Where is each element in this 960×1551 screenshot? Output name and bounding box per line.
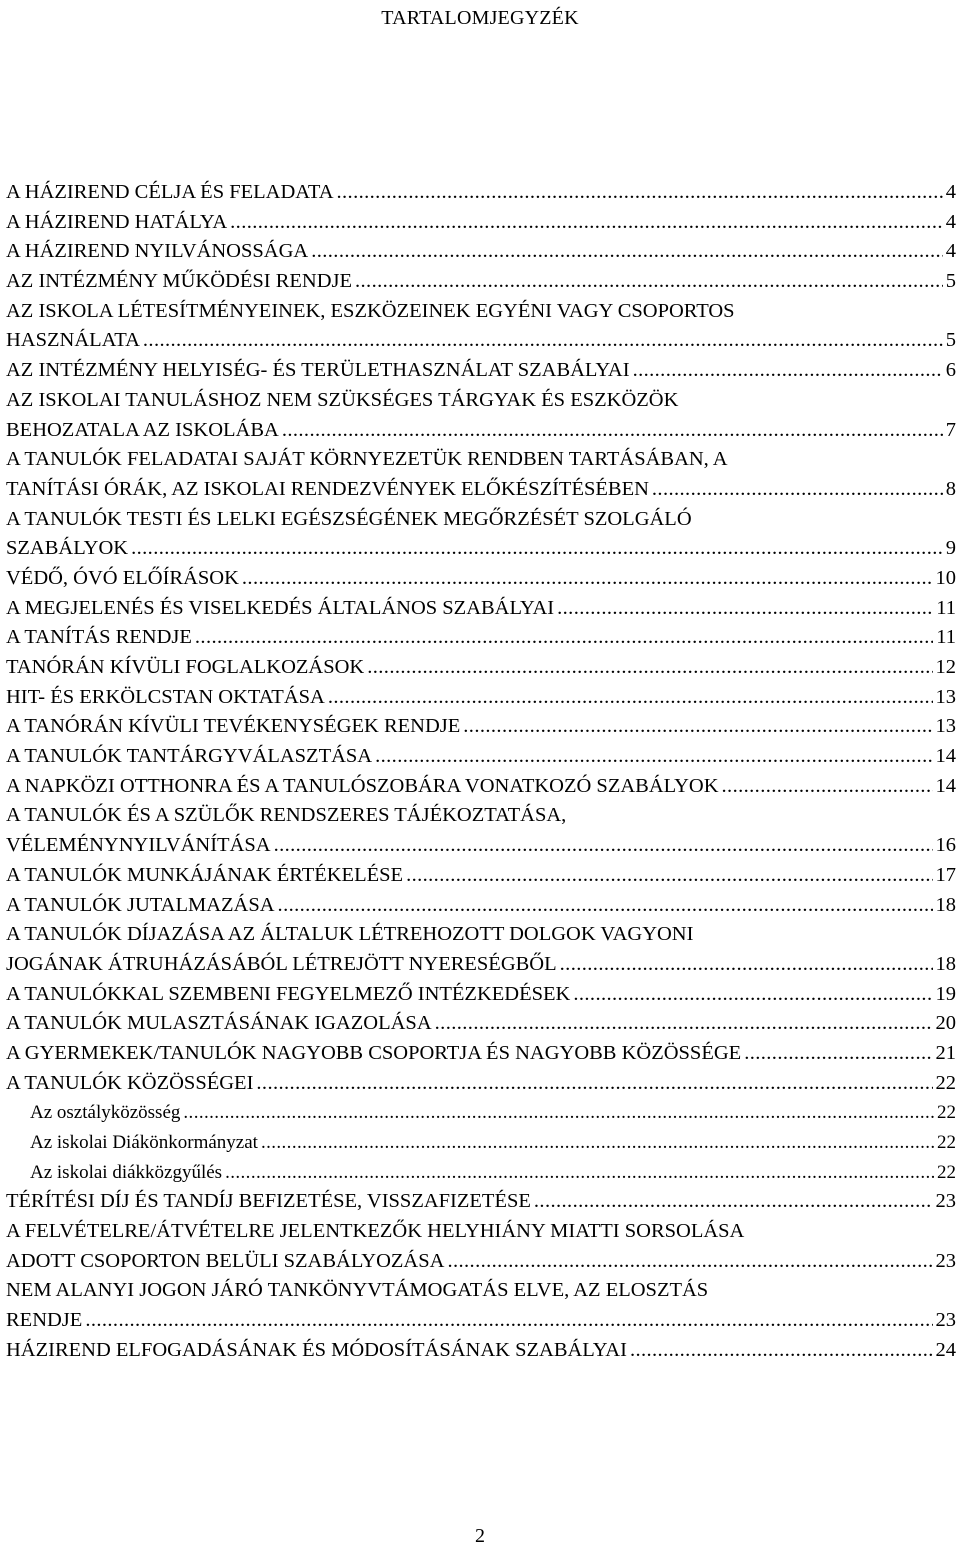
toc-entry-line [6,920,956,950]
toc-page-number: 13 [935,715,956,738]
toc-entry-title: TÉRÍTÉSI DÍJ ÉS TANDÍJ BEFIZETÉSE, VISSZAFIZETÉSE [6,1190,531,1213]
toc-entry[interactable] [6,356,956,386]
toc-page-number: 19 [935,982,956,1005]
toc-entry-title: ADOTT CSOPORTON BELÜLI SZABÁLYOZÁSA [6,1249,445,1272]
toc-entry[interactable] [6,208,956,238]
dot-leader [337,178,943,208]
toc-page-number: 11 [936,626,956,649]
toc-page-number: 5 [945,270,956,293]
dot-leader [311,237,943,267]
toc-entry-line [6,1217,956,1247]
toc-page-number: 18 [935,893,956,916]
toc-entry-title: HASZNÁLATA [6,329,140,352]
toc-entry-title: A HÁZIREND NYILVÁNOSSÁGA [6,240,309,263]
toc-entry-title: A TANÍTÁS RENDJE [6,626,192,649]
dot-leader [131,534,943,564]
toc-entry-title: A TANULÓK KÖZÖSSÉGEI [6,1071,254,1094]
toc-entry-title: A MEGJELENÉS ÉS VISELKEDÉS ÁLTALÁNOS SZABÁLYAI [6,596,555,619]
toc-entry-title: TANÓRÁN KÍVÜLI FOGLALKOZÁSOK [6,656,365,678]
toc-entry-line [6,505,956,535]
toc-page-number: 22 [937,1132,956,1153]
toc-entry-line [6,801,956,831]
toc-entry-title: Az iskolai Diákönkormányzat [30,1132,258,1153]
toc-entry-title: A TANULÓK TANTÁRGYVÁLASZTÁSA [6,745,373,768]
toc-entry-line [6,445,956,475]
toc-entry[interactable] [6,1069,956,1099]
toc-entry[interactable] [6,712,956,742]
dot-leader [375,742,932,772]
toc-page-number: 22 [937,1102,956,1124]
toc-entry[interactable] [6,178,956,208]
toc-page-number: 22 [937,1161,956,1183]
toc-page-number: 6 [945,359,956,382]
dot-leader [463,712,932,742]
dot-leader [560,950,933,980]
dot-leader [573,980,932,1010]
toc-page-number: 21 [935,1041,956,1064]
toc-entry[interactable] [6,623,956,653]
toc-entry-title: A TANÓRÁN KÍVÜLI TEVÉKENYSÉGEK RENDJE [6,715,461,738]
table-of-contents [6,178,956,1366]
page-title: TARTALOMJEGYZÉK [381,7,579,29]
dot-leader [435,1009,933,1039]
toc-entry-title: RENDJE [6,1309,83,1332]
toc-entry[interactable] [6,594,956,624]
dot-leader [261,1128,934,1158]
toc-entry[interactable] [6,534,956,564]
toc-entry-title: A HÁZIREND HATÁLYA [6,210,228,233]
toc-entry[interactable] [6,1306,956,1336]
toc-page-number: 4 [945,210,956,233]
dot-leader [534,1187,933,1217]
toc-entry-title: AZ INTÉZMÉNY HELYISÉG- ÉS TERÜLETHASZNÁLAT SZABÁLYAI [6,359,630,382]
dot-leader [355,267,943,297]
toc-page-number: 18 [935,952,956,975]
dot-leader [447,1247,932,1277]
dot-leader [630,1336,933,1366]
toc-entry-title: SZABÁLYOK [6,537,129,560]
toc-entry[interactable] [6,980,956,1010]
dot-leader [406,861,932,891]
toc-entry[interactable] [6,683,956,713]
toc-entry-line [6,297,956,327]
dot-leader [722,772,933,802]
dot-leader [367,653,932,683]
dot-leader [652,475,943,505]
toc-entry[interactable] [6,475,956,505]
dot-leader [274,831,933,861]
toc-page-number: 17 [935,863,956,886]
dot-leader [633,356,943,386]
toc-entry-line [6,1276,956,1306]
toc-entry-title: JOGÁNAK ÁTRUHÁZÁSÁBÓL LÉTREJÖTT NYERESÉGBŐL [6,952,557,975]
toc-entry[interactable] [6,237,956,267]
dot-leader [557,594,933,624]
toc-entry-title: VÉDŐ, ÓVÓ ELŐÍRÁSOK [6,566,239,589]
toc-entry-title: A FELVÉTELRE/ÁTVÉTELRE JELENTKEZŐK HELYHIÁNY MIATTI SORSOLÁSA [6,1220,745,1243]
toc-entry-title: NEM ALANYI JOGON JÁRÓ TANKÖNYVTÁMOGATÁS ELVE, AZ ELOSZTÁS [6,1279,709,1302]
toc-entry[interactable] [6,772,956,802]
dot-leader [230,208,943,238]
dot-leader [85,1306,932,1336]
toc-entry[interactable] [6,267,956,297]
toc-entry-title: HÁZIREND ELFOGADÁSÁNAK ÉS MÓDOSÍTÁSÁNAK SZABÁLYAI [6,1338,627,1361]
toc-entry-title: AZ ISKOLAI TANULÁSHOZ NEM SZÜKSÉGES TÁRGYAK ÉS ESZKÖZÖK [6,388,679,411]
toc-page-number: 14 [935,745,956,768]
toc-page-number: 11 [936,596,956,619]
toc-entry[interactable] [6,416,956,446]
toc-entry-title: A GYERMEKEK/TANULÓK NAGYOBB CSOPORTJA ÉS NAGYOBB KÖZÖSSÉGE [6,1041,742,1064]
toc-entry[interactable] [6,1039,956,1069]
toc-entry[interactable] [6,742,956,772]
dot-leader [278,891,933,921]
toc-entry[interactable] [6,1336,956,1366]
toc-page-number: 13 [935,685,956,708]
toc-entry-title: A NAPKÖZI OTTHONRA ÉS A TANULÓSZOBÁRA VONATKOZÓ SZABÁLYOK [6,774,719,797]
toc-entry-title: A TANULÓKKAL SZEMBENI FEGYELMEZŐ INTÉZKEDÉSEK [6,982,571,1005]
page-number: 2 [475,1525,485,1547]
toc-entry-title: A HÁZIREND CÉLJA ÉS FELADATA [6,181,334,203]
toc-entry-title: A TANULÓK DÍJAZÁSA AZ ÁLTALUK LÉTREHOZOTT DOLGOK VAGYONI [6,923,694,946]
toc-page-number: 24 [935,1338,956,1361]
toc-entry-title: AZ INTÉZMÉNY MŰKÖDÉSI RENDJE [6,270,352,293]
dot-leader [225,1158,934,1188]
toc-entry-title: A TANULÓK ÉS A SZÜLŐK RENDSZERES TÁJÉKOZTATÁSA, [6,804,567,827]
toc-entry-title: VÉLEMÉNYNYILVÁNÍTÁSA [6,834,271,857]
toc-page-number: 12 [935,656,956,678]
toc-page-number: 14 [935,774,956,797]
toc-page-number: 8 [945,477,956,500]
toc-page-number: 22 [935,1071,956,1094]
toc-entry-title: TANÍTÁSI ÓRÁK, AZ ISKOLAI RENDEZVÉNYEK ELŐKÉSZÍTÉSÉBEN [6,477,649,500]
toc-page-number: 23 [935,1249,956,1272]
toc-entry-title: BEHOZATALA AZ ISKOLÁBA [6,418,279,441]
toc-entry-title: A TANULÓK FELADATAI SAJÁT KÖRNYEZETÜK RENDBEN TARTÁSÁBAN, A [6,448,728,471]
toc-page-number: 9 [945,537,956,560]
toc-entry[interactable] [6,950,956,980]
toc-entry[interactable] [6,1247,956,1277]
dot-leader [256,1069,932,1099]
toc-entry-title: AZ ISKOLA LÉTESÍTMÉNYEINEK, ESZKÖZEINEK EGYÉNI VAGY CSOPORTOS [6,299,735,322]
toc-page-number: 16 [935,834,956,857]
toc-entry[interactable] [6,653,956,683]
toc-subentry[interactable] [6,1098,956,1128]
dot-leader [183,1098,934,1128]
dot-leader [242,564,933,594]
toc-entry-title: A TANULÓK JUTALMAZÁSA [6,893,275,916]
toc-page-number: 5 [945,329,956,352]
dot-leader [143,326,943,356]
toc-subentry[interactable] [6,1158,956,1188]
toc-entry-title: Az osztályközösség [30,1102,181,1124]
toc-entry[interactable] [6,831,956,861]
dot-leader [282,416,943,446]
toc-page-number: 10 [935,566,956,589]
toc-entry[interactable] [6,861,956,891]
toc-entry[interactable] [6,564,956,594]
toc-page-number: 20 [935,1012,956,1035]
toc-entry-title: A TANULÓK MUNKÁJÁNAK ÉRTÉKELÉSE [6,863,404,886]
dot-leader [195,623,933,653]
toc-page-number: 7 [945,418,956,441]
toc-subentry[interactable] [6,1128,956,1158]
toc-page-number: 23 [935,1309,956,1332]
toc-entry-title: HIT- ÉS ERKÖLCSTAN OKTATÁSA [6,685,325,708]
toc-entry[interactable] [6,1187,956,1217]
toc-entry-title: A TANULÓK TESTI ÉS LELKI EGÉSZSÉGÉNEK MEGŐRZÉSÉT SZOLGÁLÓ [6,507,692,530]
toc-page-number: 23 [935,1190,956,1213]
dot-leader [744,1039,932,1069]
toc-entry[interactable] [6,326,956,356]
toc-entry[interactable] [6,1009,956,1039]
toc-entry-title: Az iskolai diákközgyűlés [30,1161,223,1183]
toc-page-number: 4 [945,240,956,263]
toc-entry-line [6,386,956,416]
toc-entry[interactable] [6,891,956,921]
toc-page-number: 4 [945,181,956,203]
toc-entry-title: A TANULÓK MULASZTÁSÁNAK IGAZOLÁSA [6,1012,432,1035]
dot-leader [328,683,933,713]
